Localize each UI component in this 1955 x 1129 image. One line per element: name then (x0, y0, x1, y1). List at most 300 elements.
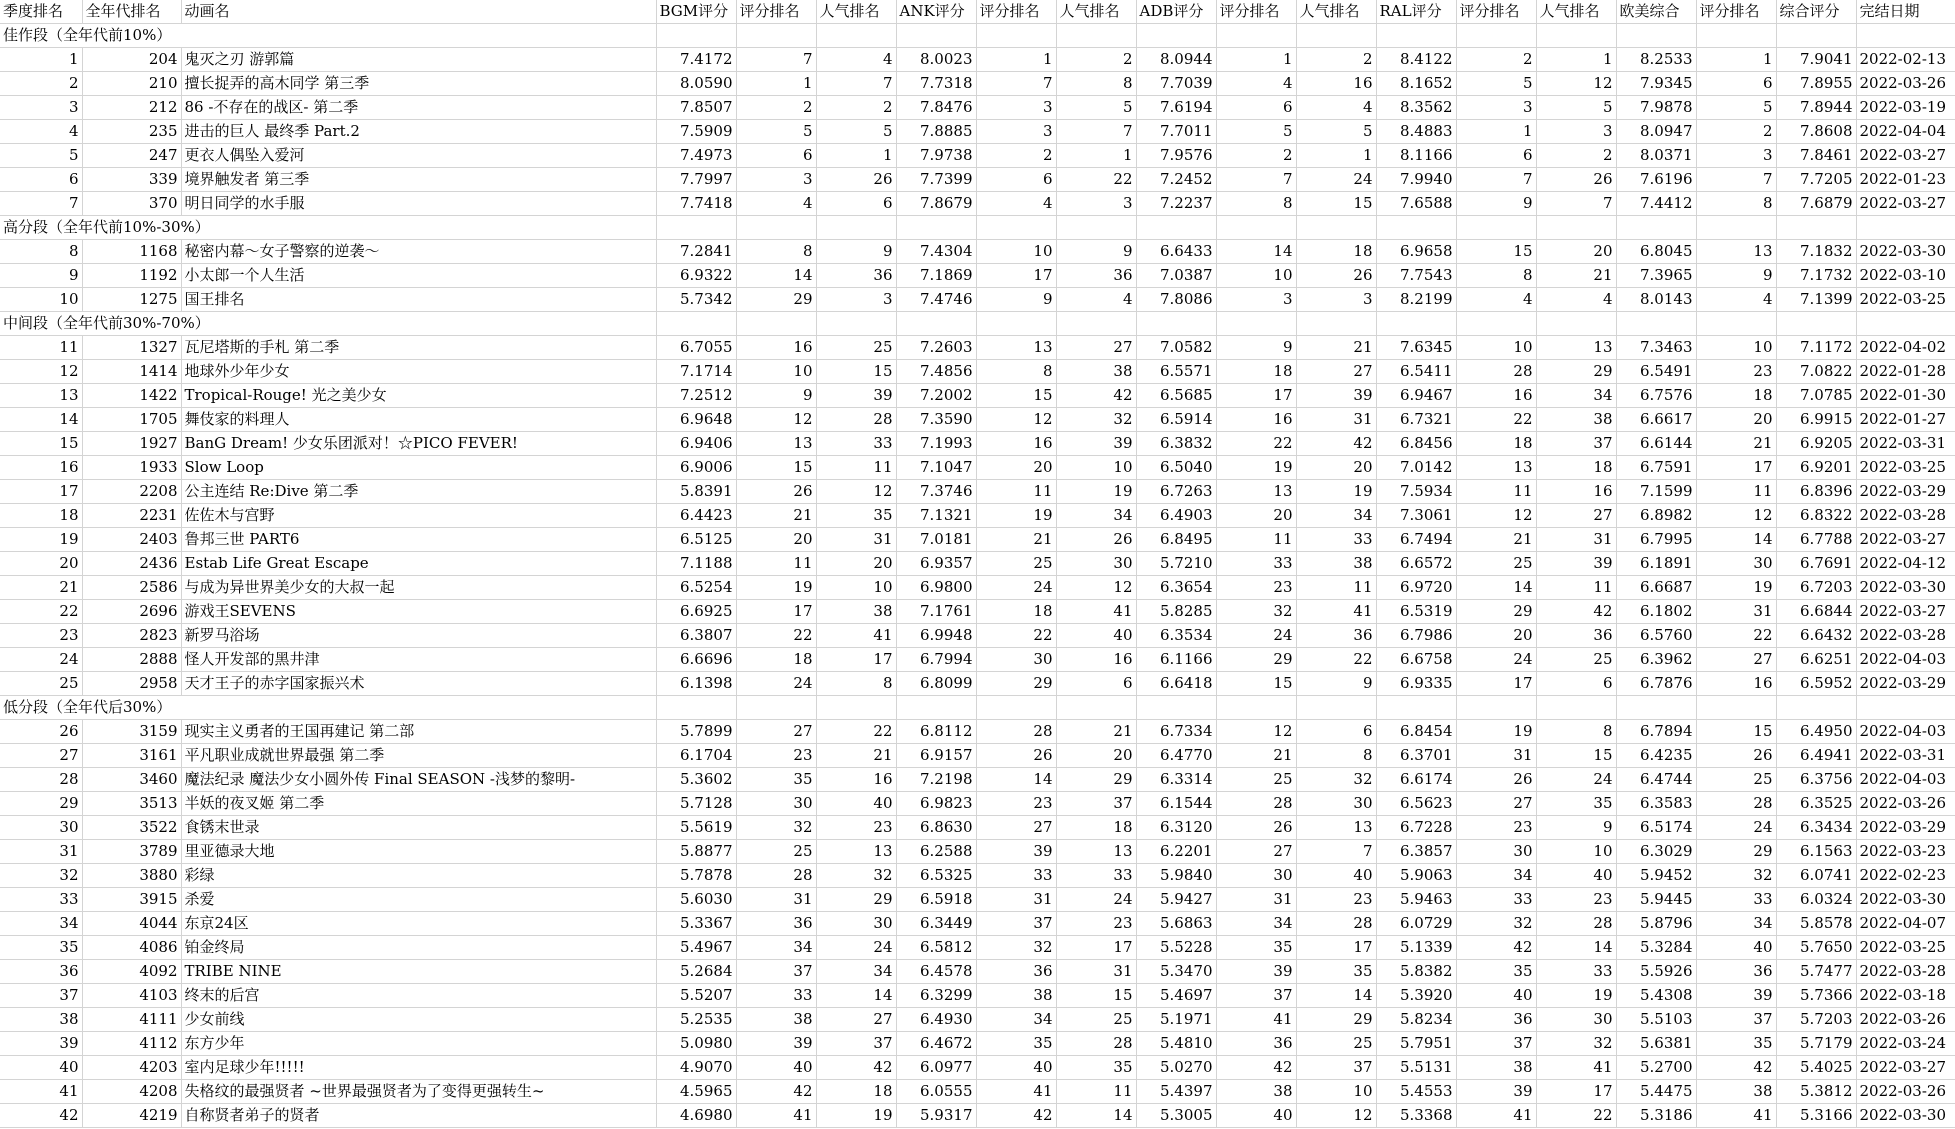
adb-popularity-rank-cell[interactable]: 23 (1296, 888, 1376, 912)
adb-score-cell[interactable]: 6.6418 (1136, 672, 1216, 696)
ral-popularity-rank-cell[interactable]: 7 (1536, 192, 1616, 216)
ank-score-rank-cell[interactable]: 22 (976, 624, 1056, 648)
finish-date-cell[interactable]: 2022-04-07 (1856, 912, 1955, 936)
western-score-rank-cell[interactable]: 41 (1696, 1104, 1776, 1128)
ank-score-rank-cell[interactable]: 24 (976, 576, 1056, 600)
empty-cell[interactable] (1856, 312, 1955, 336)
all-time-rank-cell[interactable]: 4203 (82, 1056, 181, 1080)
combined-score-cell[interactable]: 6.5952 (1776, 672, 1856, 696)
bgm-score-cell[interactable]: 7.2841 (656, 240, 736, 264)
ral-score-cell[interactable]: 6.9335 (1376, 672, 1456, 696)
empty-cell[interactable] (1056, 24, 1136, 48)
ral-score-cell[interactable]: 5.8382 (1376, 960, 1456, 984)
western-score-rank-cell[interactable]: 19 (1696, 576, 1776, 600)
western-score-rank-cell[interactable]: 11 (1696, 480, 1776, 504)
bgm-popularity-rank-cell[interactable]: 13 (816, 840, 896, 864)
ral-score-rank-cell[interactable]: 6 (1456, 144, 1536, 168)
bgm-score-cell[interactable]: 5.2684 (656, 960, 736, 984)
western-combined-cell[interactable]: 7.9345 (1616, 72, 1696, 96)
ank-score-cell[interactable]: 7.1321 (896, 504, 976, 528)
western-combined-cell[interactable]: 6.1891 (1616, 552, 1696, 576)
bgm-popularity-rank-cell[interactable]: 21 (816, 744, 896, 768)
ank-score-rank-cell[interactable]: 23 (976, 792, 1056, 816)
empty-cell[interactable] (736, 24, 816, 48)
ank-score-rank-cell[interactable]: 32 (976, 936, 1056, 960)
bgm-score-rank-cell[interactable]: 28 (736, 864, 816, 888)
bgm-score-cell[interactable]: 5.7128 (656, 792, 736, 816)
adb-popularity-rank-cell[interactable]: 15 (1296, 192, 1376, 216)
ral-score-rank-cell[interactable]: 4 (1456, 288, 1536, 312)
bgm-popularity-rank-cell[interactable]: 20 (816, 552, 896, 576)
adb-score-rank-cell[interactable]: 37 (1216, 984, 1296, 1008)
ank-score-rank-cell[interactable]: 30 (976, 648, 1056, 672)
western-score-rank-cell[interactable]: 22 (1696, 624, 1776, 648)
ral-popularity-rank-cell[interactable]: 6 (1536, 672, 1616, 696)
ral-popularity-rank-cell[interactable]: 2 (1536, 144, 1616, 168)
ank-score-cell[interactable]: 7.4304 (896, 240, 976, 264)
finish-date-cell[interactable]: 2022-03-23 (1856, 840, 1955, 864)
bgm-popularity-rank-cell[interactable]: 32 (816, 864, 896, 888)
ral-popularity-rank-cell[interactable]: 13 (1536, 336, 1616, 360)
all-time-rank-cell[interactable]: 4092 (82, 960, 181, 984)
ral-popularity-rank-cell[interactable]: 4 (1536, 288, 1616, 312)
western-combined-cell[interactable]: 6.4235 (1616, 744, 1696, 768)
season-rank-cell[interactable]: 30 (0, 816, 82, 840)
empty-cell[interactable] (1376, 216, 1456, 240)
adb-score-cell[interactable]: 5.4397 (1136, 1080, 1216, 1104)
combined-score-cell[interactable]: 6.9201 (1776, 456, 1856, 480)
western-score-rank-cell[interactable]: 20 (1696, 408, 1776, 432)
adb-score-rank-cell[interactable]: 25 (1216, 768, 1296, 792)
season-rank-cell[interactable]: 10 (0, 288, 82, 312)
western-score-rank-cell[interactable]: 9 (1696, 264, 1776, 288)
season-rank-cell[interactable]: 1 (0, 48, 82, 72)
anime-name-cell[interactable]: 失格纹的最强贤者 ~世界最强贤者为了变得更强转生~ (181, 1080, 656, 1104)
bgm-popularity-rank-cell[interactable]: 22 (816, 720, 896, 744)
bgm-popularity-rank-cell[interactable]: 33 (816, 432, 896, 456)
bgm-popularity-rank-cell[interactable]: 14 (816, 984, 896, 1008)
adb-score-cell[interactable]: 7.0582 (1136, 336, 1216, 360)
adb-score-rank-cell[interactable]: 13 (1216, 480, 1296, 504)
combined-score-cell[interactable]: 7.1399 (1776, 288, 1856, 312)
western-combined-cell[interactable]: 5.2700 (1616, 1056, 1696, 1080)
season-rank-cell[interactable]: 34 (0, 912, 82, 936)
finish-date-cell[interactable]: 2022-03-30 (1856, 1104, 1955, 1128)
ank-popularity-rank-cell[interactable]: 38 (1056, 360, 1136, 384)
bgm-score-rank-cell[interactable]: 31 (736, 888, 816, 912)
empty-cell[interactable] (1616, 312, 1696, 336)
ank-score-rank-cell[interactable]: 28 (976, 720, 1056, 744)
all-time-rank-cell[interactable]: 3513 (82, 792, 181, 816)
empty-cell[interactable] (1696, 216, 1776, 240)
ral-popularity-rank-header[interactable]: 人气排名 (1536, 0, 1616, 24)
adb-score-rank-cell[interactable]: 34 (1216, 912, 1296, 936)
combined-score-cell[interactable]: 6.8322 (1776, 504, 1856, 528)
adb-score-rank-cell[interactable]: 17 (1216, 384, 1296, 408)
ral-score-cell[interactable]: 5.1339 (1376, 936, 1456, 960)
ral-popularity-rank-cell[interactable]: 8 (1536, 720, 1616, 744)
adb-popularity-rank-cell[interactable]: 40 (1296, 864, 1376, 888)
ank-score-rank-cell[interactable]: 39 (976, 840, 1056, 864)
adb-score-rank-cell[interactable]: 18 (1216, 360, 1296, 384)
all-time-rank-cell[interactable]: 2403 (82, 528, 181, 552)
ank-score-cell[interactable]: 8.0023 (896, 48, 976, 72)
empty-cell[interactable] (816, 24, 896, 48)
western-score-rank-cell[interactable]: 27 (1696, 648, 1776, 672)
anime-name-cell[interactable]: 更衣人偶坠入爱河 (181, 144, 656, 168)
western-combined-cell[interactable]: 5.6381 (1616, 1032, 1696, 1056)
anime-name-cell[interactable]: 擅长捉弄的高木同学 第三季 (181, 72, 656, 96)
western-combined-header[interactable]: 欧美综合 (1616, 0, 1696, 24)
empty-cell[interactable] (1376, 696, 1456, 720)
ank-score-cell[interactable]: 7.8885 (896, 120, 976, 144)
ank-popularity-rank-cell[interactable]: 1 (1056, 144, 1136, 168)
section-title[interactable]: 中间段（全年代前30%-70%） (0, 312, 656, 336)
adb-score-rank-cell[interactable]: 27 (1216, 840, 1296, 864)
ral-score-cell[interactable]: 8.3562 (1376, 96, 1456, 120)
western-score-rank-cell[interactable]: 18 (1696, 384, 1776, 408)
ank-score-cell[interactable]: 7.4746 (896, 288, 976, 312)
ral-popularity-rank-cell[interactable]: 25 (1536, 648, 1616, 672)
ral-popularity-rank-cell[interactable]: 16 (1536, 480, 1616, 504)
combined-score-cell[interactable]: 7.1832 (1776, 240, 1856, 264)
ral-score-rank-cell[interactable]: 34 (1456, 864, 1536, 888)
western-score-rank-cell[interactable]: 34 (1696, 912, 1776, 936)
ral-score-rank-cell[interactable]: 42 (1456, 936, 1536, 960)
anime-name-cell[interactable]: 境界触发者 第三季 (181, 168, 656, 192)
bgm-popularity-rank-cell[interactable]: 31 (816, 528, 896, 552)
adb-score-rank-cell[interactable]: 40 (1216, 1104, 1296, 1128)
western-score-rank-cell[interactable]: 32 (1696, 864, 1776, 888)
adb-score-rank-cell[interactable]: 29 (1216, 648, 1296, 672)
anime-name-cell[interactable]: TRIBE NINE (181, 960, 656, 984)
combined-score-cell[interactable]: 7.1172 (1776, 336, 1856, 360)
all-time-rank-cell[interactable]: 210 (82, 72, 181, 96)
adb-score-cell[interactable]: 7.2237 (1136, 192, 1216, 216)
empty-cell[interactable] (1056, 696, 1136, 720)
adb-score-cell[interactable]: 5.3470 (1136, 960, 1216, 984)
finish-date-cell[interactable]: 2022-03-30 (1856, 240, 1955, 264)
combined-score-cell[interactable]: 7.1732 (1776, 264, 1856, 288)
combined-score-cell[interactable]: 6.6251 (1776, 648, 1856, 672)
ral-popularity-rank-cell[interactable]: 18 (1536, 456, 1616, 480)
anime-name-cell[interactable]: 舞伎家的料理人 (181, 408, 656, 432)
western-score-rank-cell[interactable]: 29 (1696, 840, 1776, 864)
ank-score-cell[interactable]: 7.0181 (896, 528, 976, 552)
ral-score-rank-cell[interactable]: 41 (1456, 1104, 1536, 1128)
ank-score-cell[interactable]: 6.8630 (896, 816, 976, 840)
ral-score-cell[interactable]: 5.3368 (1376, 1104, 1456, 1128)
ank-score-cell[interactable]: 6.2588 (896, 840, 976, 864)
empty-cell[interactable] (1856, 24, 1955, 48)
ank-score-cell[interactable]: 7.2002 (896, 384, 976, 408)
ank-score-cell[interactable]: 7.3746 (896, 480, 976, 504)
empty-cell[interactable] (1456, 696, 1536, 720)
western-score-rank-cell[interactable]: 35 (1696, 1032, 1776, 1056)
anime-name-cell[interactable]: 明日同学的水手服 (181, 192, 656, 216)
ank-score-rank-cell[interactable]: 34 (976, 1008, 1056, 1032)
bgm-popularity-rank-cell[interactable]: 42 (816, 1056, 896, 1080)
empty-cell[interactable] (1136, 696, 1216, 720)
adb-score-rank-cell[interactable]: 15 (1216, 672, 1296, 696)
ral-score-rank-cell[interactable]: 11 (1456, 480, 1536, 504)
all-time-rank-cell[interactable]: 1275 (82, 288, 181, 312)
ral-score-cell[interactable]: 6.5319 (1376, 600, 1456, 624)
ral-score-rank-cell[interactable]: 21 (1456, 528, 1536, 552)
adb-score-cell[interactable]: 5.5228 (1136, 936, 1216, 960)
western-combined-cell[interactable]: 6.7591 (1616, 456, 1696, 480)
ral-score-cell[interactable]: 5.5131 (1376, 1056, 1456, 1080)
adb-popularity-rank-cell[interactable]: 32 (1296, 768, 1376, 792)
season-rank-cell[interactable]: 38 (0, 1008, 82, 1032)
ank-popularity-rank-cell[interactable]: 2 (1056, 48, 1136, 72)
season-rank-cell[interactable]: 7 (0, 192, 82, 216)
adb-score-cell[interactable]: 6.1166 (1136, 648, 1216, 672)
ral-popularity-rank-cell[interactable]: 23 (1536, 888, 1616, 912)
ank-popularity-rank-cell[interactable]: 22 (1056, 168, 1136, 192)
season-rank-cell[interactable]: 22 (0, 600, 82, 624)
finish-date-cell[interactable]: 2022-04-12 (1856, 552, 1955, 576)
adb-score-cell[interactable]: 6.3654 (1136, 576, 1216, 600)
empty-cell[interactable] (1616, 696, 1696, 720)
ral-popularity-rank-cell[interactable]: 38 (1536, 408, 1616, 432)
adb-score-cell[interactable]: 5.6863 (1136, 912, 1216, 936)
ank-score-cell[interactable]: 6.7994 (896, 648, 976, 672)
adb-score-rank-cell[interactable]: 19 (1216, 456, 1296, 480)
combined-score-cell[interactable]: 7.0785 (1776, 384, 1856, 408)
adb-score-rank-cell[interactable]: 10 (1216, 264, 1296, 288)
bgm-score-rank-cell[interactable]: 12 (736, 408, 816, 432)
ank-score-rank-cell[interactable]: 36 (976, 960, 1056, 984)
season-rank-cell[interactable]: 36 (0, 960, 82, 984)
anime-name-cell[interactable]: 里亚德录大地 (181, 840, 656, 864)
ral-popularity-rank-cell[interactable]: 3 (1536, 120, 1616, 144)
empty-cell[interactable] (736, 312, 816, 336)
anime-name-cell[interactable]: 地球外少年少女 (181, 360, 656, 384)
bgm-score-rank-cell[interactable]: 24 (736, 672, 816, 696)
western-combined-cell[interactable]: 5.5103 (1616, 1008, 1696, 1032)
finish-date-cell[interactable]: 2022-03-27 (1856, 144, 1955, 168)
anime-name-cell[interactable]: 少女前线 (181, 1008, 656, 1032)
bgm-score-rank-cell[interactable]: 14 (736, 264, 816, 288)
combined-score-cell[interactable]: 5.7650 (1776, 936, 1856, 960)
ank-score-rank-cell[interactable]: 38 (976, 984, 1056, 1008)
ank-popularity-rank-cell[interactable]: 16 (1056, 648, 1136, 672)
bgm-popularity-rank-cell[interactable]: 29 (816, 888, 896, 912)
adb-score-cell[interactable]: 5.0270 (1136, 1056, 1216, 1080)
empty-cell[interactable] (816, 312, 896, 336)
anime-name-cell[interactable]: 瓦尼塔斯的手札 第二季 (181, 336, 656, 360)
bgm-popularity-rank-cell[interactable]: 2 (816, 96, 896, 120)
combined-score-header[interactable]: 综合评分 (1776, 0, 1856, 24)
combined-score-cell[interactable]: 6.7788 (1776, 528, 1856, 552)
empty-cell[interactable] (896, 312, 976, 336)
western-combined-cell[interactable]: 5.4308 (1616, 984, 1696, 1008)
western-score-rank-cell[interactable]: 28 (1696, 792, 1776, 816)
adb-score-rank-cell[interactable]: 1 (1216, 48, 1296, 72)
adb-score-rank-cell[interactable]: 2 (1216, 144, 1296, 168)
bgm-score-cell[interactable]: 5.2535 (656, 1008, 736, 1032)
ral-score-cell[interactable]: 8.4122 (1376, 48, 1456, 72)
bgm-score-cell[interactable]: 7.1188 (656, 552, 736, 576)
ral-score-cell[interactable]: 6.5623 (1376, 792, 1456, 816)
anime-name-cell[interactable]: 小太郎一个人生活 (181, 264, 656, 288)
empty-cell[interactable] (976, 216, 1056, 240)
all-time-rank-cell[interactable]: 1414 (82, 360, 181, 384)
adb-popularity-rank-cell[interactable]: 7 (1296, 840, 1376, 864)
adb-score-cell[interactable]: 5.1971 (1136, 1008, 1216, 1032)
ral-score-cell[interactable]: 6.9720 (1376, 576, 1456, 600)
ank-score-cell[interactable]: 6.5812 (896, 936, 976, 960)
ank-score-cell[interactable]: 6.0555 (896, 1080, 976, 1104)
adb-popularity-rank-cell[interactable]: 27 (1296, 360, 1376, 384)
all-time-rank-cell[interactable]: 370 (82, 192, 181, 216)
adb-score-rank-cell[interactable]: 8 (1216, 192, 1296, 216)
bgm-popularity-rank-cell[interactable]: 36 (816, 264, 896, 288)
ral-score-rank-cell[interactable]: 30 (1456, 840, 1536, 864)
combined-score-cell[interactable]: 7.8955 (1776, 72, 1856, 96)
ral-popularity-rank-cell[interactable]: 29 (1536, 360, 1616, 384)
ank-score-cell[interactable]: 6.9800 (896, 576, 976, 600)
bgm-score-rank-cell[interactable]: 38 (736, 1008, 816, 1032)
western-score-rank-cell[interactable]: 10 (1696, 336, 1776, 360)
adb-score-cell[interactable]: 7.6194 (1136, 96, 1216, 120)
ral-score-cell[interactable]: 8.1166 (1376, 144, 1456, 168)
ank-popularity-rank-cell[interactable]: 6 (1056, 672, 1136, 696)
bgm-score-rank-cell[interactable]: 36 (736, 912, 816, 936)
ank-score-cell[interactable]: 7.8679 (896, 192, 976, 216)
adb-popularity-rank-cell[interactable]: 13 (1296, 816, 1376, 840)
adb-popularity-rank-cell[interactable]: 17 (1296, 936, 1376, 960)
all-time-rank-cell[interactable]: 2208 (82, 480, 181, 504)
season-rank-cell[interactable]: 28 (0, 768, 82, 792)
adb-popularity-rank-cell[interactable]: 16 (1296, 72, 1376, 96)
anime-name-cell[interactable]: 新罗马浴场 (181, 624, 656, 648)
empty-cell[interactable] (1536, 24, 1616, 48)
bgm-score-rank-cell[interactable]: 11 (736, 552, 816, 576)
combined-score-cell[interactable]: 6.7691 (1776, 552, 1856, 576)
ral-score-rank-cell[interactable]: 15 (1456, 240, 1536, 264)
anime-name-cell[interactable]: 半妖的夜叉姬 第二季 (181, 792, 656, 816)
finish-date-cell[interactable]: 2022-03-27 (1856, 192, 1955, 216)
bgm-popularity-rank-cell[interactable]: 24 (816, 936, 896, 960)
bgm-score-rank-cell[interactable]: 13 (736, 432, 816, 456)
anime-name-cell[interactable]: 游戏王SEVENS (181, 600, 656, 624)
combined-score-cell[interactable]: 7.0822 (1776, 360, 1856, 384)
bgm-score-rank-cell[interactable]: 22 (736, 624, 816, 648)
section-title[interactable]: 低分段（全年代后30%） (0, 696, 656, 720)
western-combined-cell[interactable]: 6.7876 (1616, 672, 1696, 696)
western-score-rank-cell[interactable]: 5 (1696, 96, 1776, 120)
finish-date-cell[interactable]: 2022-03-27 (1856, 600, 1955, 624)
finish-date-cell[interactable]: 2022-03-27 (1856, 528, 1955, 552)
adb-score-rank-cell[interactable]: 36 (1216, 1032, 1296, 1056)
western-combined-cell[interactable]: 6.6144 (1616, 432, 1696, 456)
season-rank-cell[interactable]: 25 (0, 672, 82, 696)
empty-cell[interactable] (896, 696, 976, 720)
bgm-score-cell[interactable]: 5.7342 (656, 288, 736, 312)
ral-popularity-rank-cell[interactable]: 24 (1536, 768, 1616, 792)
finish-date-cell[interactable]: 2022-03-26 (1856, 1008, 1955, 1032)
adb-popularity-rank-cell[interactable]: 18 (1296, 240, 1376, 264)
section-title[interactable]: 高分段（全年代前10%-30%） (0, 216, 656, 240)
section-title[interactable]: 佳作段（全年代前10%） (0, 24, 656, 48)
ral-score-cell[interactable]: 7.3061 (1376, 504, 1456, 528)
finish-date-cell[interactable]: 2022-03-30 (1856, 888, 1955, 912)
ral-popularity-rank-cell[interactable]: 9 (1536, 816, 1616, 840)
adb-score-cell[interactable]: 7.7011 (1136, 120, 1216, 144)
adb-score-rank-cell[interactable]: 14 (1216, 240, 1296, 264)
anime-name-cell[interactable]: 终末的后宫 (181, 984, 656, 1008)
adb-score-cell[interactable]: 7.9576 (1136, 144, 1216, 168)
adb-score-rank-cell[interactable]: 41 (1216, 1008, 1296, 1032)
all-time-rank-cell[interactable]: 3880 (82, 864, 181, 888)
combined-score-cell[interactable]: 5.7179 (1776, 1032, 1856, 1056)
finish-date-cell[interactable]: 2022-04-03 (1856, 720, 1955, 744)
bgm-score-cell[interactable]: 8.0590 (656, 72, 736, 96)
ral-score-rank-cell[interactable]: 13 (1456, 456, 1536, 480)
ral-popularity-rank-cell[interactable]: 32 (1536, 1032, 1616, 1056)
bgm-popularity-rank-cell[interactable]: 19 (816, 1104, 896, 1128)
bgm-score-cell[interactable]: 5.6030 (656, 888, 736, 912)
adb-popularity-rank-cell[interactable]: 3 (1296, 288, 1376, 312)
combined-score-cell[interactable]: 7.8461 (1776, 144, 1856, 168)
ral-score-rank-cell[interactable]: 5 (1456, 72, 1536, 96)
ral-score-rank-cell[interactable]: 18 (1456, 432, 1536, 456)
anime-name-cell[interactable]: 自称贤者弟子的贤者 (181, 1104, 656, 1128)
ank-score-rank-cell[interactable]: 3 (976, 96, 1056, 120)
adb-popularity-rank-cell[interactable]: 33 (1296, 528, 1376, 552)
ank-score-rank-cell[interactable]: 40 (976, 1056, 1056, 1080)
bgm-score-cell[interactable]: 6.9322 (656, 264, 736, 288)
western-score-rank-cell[interactable]: 15 (1696, 720, 1776, 744)
ral-score-rank-cell[interactable]: 1 (1456, 120, 1536, 144)
bgm-score-cell[interactable]: 6.9006 (656, 456, 736, 480)
ank-popularity-rank-cell[interactable]: 9 (1056, 240, 1136, 264)
ank-score-rank-cell[interactable]: 4 (976, 192, 1056, 216)
empty-cell[interactable] (1296, 24, 1376, 48)
western-score-rank-cell[interactable]: 31 (1696, 600, 1776, 624)
bgm-score-cell[interactable]: 5.5207 (656, 984, 736, 1008)
empty-cell[interactable] (1216, 696, 1296, 720)
western-combined-cell[interactable]: 6.5760 (1616, 624, 1696, 648)
western-score-rank-cell[interactable]: 4 (1696, 288, 1776, 312)
bgm-score-cell[interactable]: 6.6696 (656, 648, 736, 672)
combined-score-cell[interactable]: 6.8396 (1776, 480, 1856, 504)
bgm-popularity-rank-cell[interactable]: 5 (816, 120, 896, 144)
all-time-rank-cell[interactable]: 2231 (82, 504, 181, 528)
finish-date-cell[interactable]: 2022-03-29 (1856, 672, 1955, 696)
anime-name-cell[interactable]: 铂金终局 (181, 936, 656, 960)
empty-cell[interactable] (736, 216, 816, 240)
ank-score-rank-cell[interactable]: 3 (976, 120, 1056, 144)
ral-popularity-rank-cell[interactable]: 15 (1536, 744, 1616, 768)
ral-score-rank-cell[interactable]: 12 (1456, 504, 1536, 528)
western-score-rank-cell[interactable]: 30 (1696, 552, 1776, 576)
western-combined-cell[interactable]: 5.4475 (1616, 1080, 1696, 1104)
bgm-score-rank-cell[interactable]: 29 (736, 288, 816, 312)
ank-score-cell[interactable]: 7.1047 (896, 456, 976, 480)
western-combined-cell[interactable]: 6.5491 (1616, 360, 1696, 384)
ank-score-cell[interactable]: 7.1993 (896, 432, 976, 456)
western-combined-cell[interactable]: 7.1599 (1616, 480, 1696, 504)
adb-score-cell[interactable]: 7.0387 (1136, 264, 1216, 288)
ral-popularity-rank-cell[interactable]: 14 (1536, 936, 1616, 960)
all-time-rank-cell[interactable]: 1705 (82, 408, 181, 432)
ank-score-cell[interactable]: 6.9357 (896, 552, 976, 576)
ank-popularity-rank-cell[interactable]: 20 (1056, 744, 1136, 768)
all-time-rank-cell[interactable]: 4044 (82, 912, 181, 936)
